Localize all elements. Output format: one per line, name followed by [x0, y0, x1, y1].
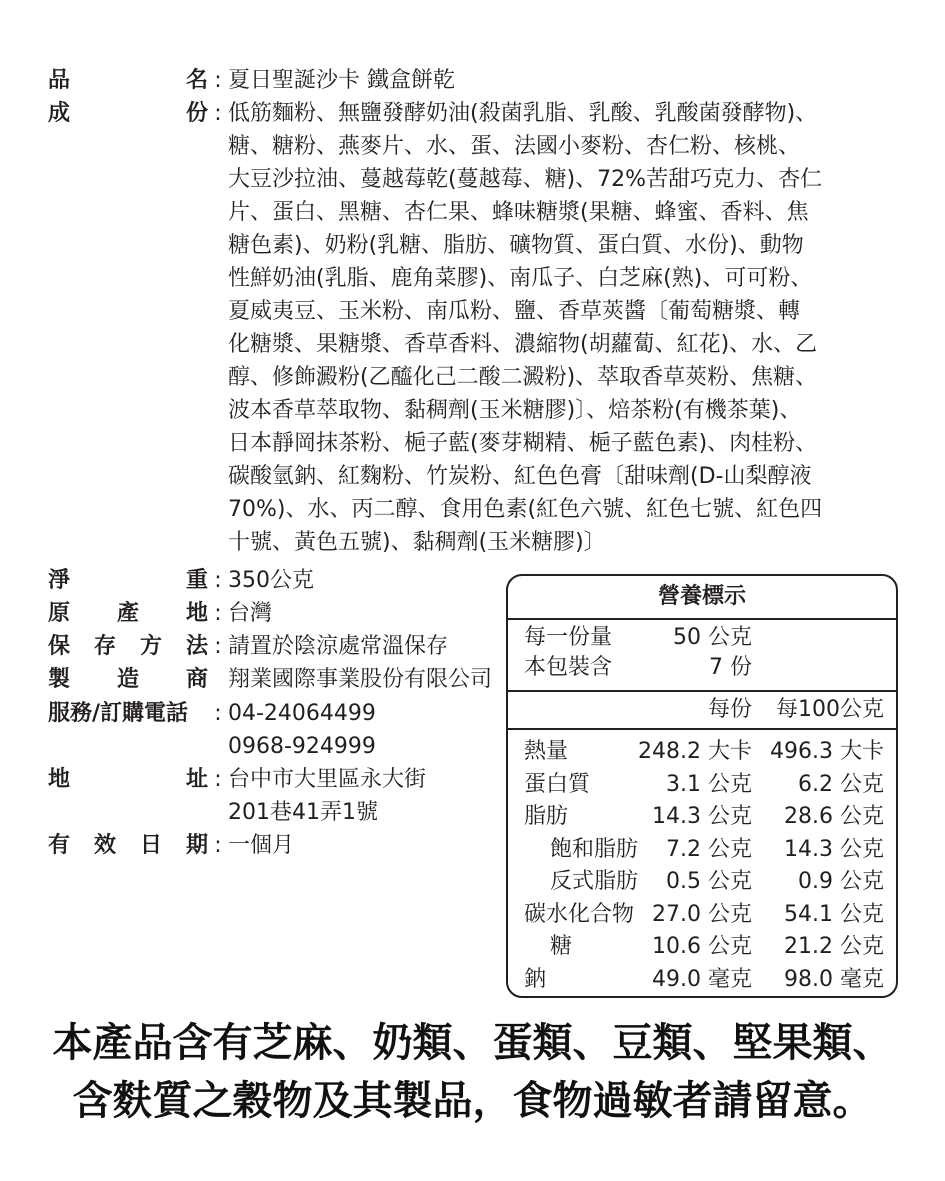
nutrient-per-serving: 49.0 毫克	[652, 966, 752, 992]
storage-label: 保 存 方 法	[48, 634, 208, 659]
nutrient-per-100g: 14.3 公克	[784, 836, 884, 862]
product-name-label: 品 名	[48, 68, 208, 93]
divider	[508, 618, 896, 620]
nutrient-per-serving: 7.2 公克	[666, 836, 752, 862]
address-line-2: 201巷41弄1號	[228, 800, 378, 825]
nutrient-per-serving: 3.1 公克	[666, 771, 752, 797]
nutrient-per-100g: 0.9 公克	[798, 869, 884, 894]
manufacturer-value: 翔業國際事業股份有限公司	[228, 667, 493, 692]
allergen-warning	[0, 1014, 945, 1130]
ingredients-line: 碳酸氫鈉、紅麴粉、竹炭粉、紅色色膏〔甜味劑(D-山梨醇液	[228, 464, 812, 489]
nutrient-per-serving: 0.5 公克	[666, 869, 752, 894]
nutrient-name: 反式脂肪	[550, 869, 639, 894]
ingredients-row: 成 份 : 低筋麵粉、無鹽發酵奶油(殺菌乳脂、乳酸、乳酸菌發酵物)、 糖、糖粉、燕麥片、水、蛋、法國小麥粉、杏仁粉、核桃、 大豆沙拉油、蔓越莓乾(蔓越莓、糖)、72%苦甜巧克力、杏仁 片、蛋白、黑糖、杏仁果、蜂味糖漿(果糖、蜂蜜、香料、焦 糖色素)、奶粉(乳糖、脂肪、礦物質、蛋白質、水份)、動物 性鮮奶油(乳脂、鹿角菜膠)、南瓜子、白芝麻(熟)、可可粉、 夏威夷豆、玉米粉、南瓜粉、鹽、香草莢醬〔葡萄糖漿、轉 化糖漿、果糖漿、香草香料、濃縮物(胡蘿蔔、紅花)、水、乙 醇、修飾澱粉(乙醯化己二酸二澱粉)、萃取香草莢粉、焦糖、 波本香草萃取物、黏稠劑(玉米糖膠)〕、焙茶粉(有機茶葉)、 日本靜岡抹茶粉、梔子藍(麥芽糊精、梔子藍色素)、肉桂粉、 碳酸氫鈉、紅麴粉、竹炭粉、紅色色膏〔甜味劑(D-山梨醇液 70%)、水、丙二醇、食用色素(紅色六號、紅色七號、紅色四 十號、黃色五號)、黏稠劑(玉米糖膠)〕	[48, 97, 903, 559]
servings-label: 本包裝含	[524, 655, 613, 680]
origin-label: 原 產 地	[48, 601, 208, 626]
ingredients-line: 夏威夷豆、玉米粉、南瓜粉、鹽、香草莢醬〔葡萄糖漿、轉	[228, 299, 801, 324]
ingredients-line: 糖色素)、奶粉(乳糖、脂肪、礦物質、蛋白質、水份)、動物	[228, 233, 804, 258]
product-name-value: 夏日聖誕沙卡 鐵盒餅乾	[228, 68, 455, 93]
nutrient-per-serving: 27.0 公克	[652, 901, 752, 927]
nutrient-name: 飽和脂肪	[550, 836, 639, 862]
ingredients-line: 低筋麵粉、無鹽發酵奶油(殺菌乳脂、乳酸、乳酸菌發酵物)、	[228, 101, 818, 126]
divider	[508, 690, 896, 692]
nutrition-title: 營養標示	[657, 584, 746, 609]
nutrient-name: 碳水化合物	[524, 901, 635, 927]
phone-value-1: 04-24064499	[228, 701, 376, 726]
nutrient-per-100g: 21.2 公克	[784, 934, 884, 959]
nutrient-per-100g: 496.3 大卡	[770, 739, 884, 764]
nutrient-name: 熱量	[524, 739, 569, 764]
ingredients-line: 片、蛋白、黑糖、杏仁果、蜂味糖漿(果糖、蜂蜜、香料、焦	[228, 200, 809, 225]
ingredients-line: 大豆沙拉油、蔓越莓乾(蔓越莓、糖)、72%苦甜巧克力、杏仁	[228, 167, 823, 192]
address-label: 地 址	[48, 767, 208, 792]
ingredients-line: 十號、黃色五號)、黏稠劑(玉米糖膠)〕	[228, 530, 606, 555]
ingredients-line: 化糖漿、果糖漿、香草香料、濃縮物(胡蘿蔔、紅花)、水、乙	[228, 332, 818, 357]
expiry-label: 有 效 日 期	[48, 833, 208, 858]
nutrient-name: 糖	[550, 934, 573, 959]
ingredients-line: 日本靜岡抹茶粉、梔子藍(麥芽糊精、梔子藍色素)、肉桂粉、	[228, 431, 818, 456]
nutrient-per-100g: 98.0 毫克	[784, 966, 884, 992]
address-line-1: 台中市大里區永大街	[228, 767, 427, 792]
col-header-per-serving: 每份	[707, 697, 752, 722]
nutrient-per-100g: 28.6 公克	[784, 804, 884, 829]
net-weight-value: 350公克	[228, 568, 314, 593]
nutrient-name: 脂肪	[524, 804, 569, 829]
serving-size-value: 50 公克	[673, 625, 752, 650]
ingredients-line: 糖、糖粉、燕麥片、水、蛋、法國小麥粉、杏仁粉、核桃、	[228, 134, 801, 159]
nutrient-per-100g: 6.2 公克	[798, 771, 884, 797]
nutrition-facts-panel	[506, 574, 898, 998]
storage-value: 請置於陰涼處常溫保存	[228, 634, 449, 659]
origin-value: 台灣	[228, 601, 273, 626]
allergen-line-1: 本產品含有芝麻、奶類、蛋類、豆類、堅果類、	[52, 1020, 893, 1066]
ingredients-label: 成 份	[48, 101, 208, 126]
phone-value-2: 0968-924999	[228, 734, 376, 759]
nutrient-per-serving: 14.3 公克	[652, 804, 752, 829]
manufacturer-label: 製 造 商	[48, 667, 208, 692]
nutrient-name: 鈉	[524, 966, 547, 992]
address-row: 地 址 : 台中市大里區永大街 201巷41弄1號	[48, 763, 508, 829]
servings-value: 7 份	[709, 655, 752, 680]
net-weight-label: 淨 重	[48, 568, 208, 593]
nutrient-per-serving: 10.6 公克	[652, 934, 752, 959]
nutrient-name: 蛋白質	[524, 771, 591, 797]
phone-label: 服務/訂購電話	[48, 701, 189, 726]
nutrient-per-serving: 248.2 大卡	[638, 739, 752, 764]
ingredients-line: 醇、修飾澱粉(乙醯化己二酸二澱粉)、萃取香草莢粉、焦糖、	[228, 365, 818, 390]
phone-row: 服務/訂購電話 : 04-24064499 0968-924999	[48, 697, 508, 763]
expiry-value: 一個月	[228, 833, 295, 858]
ingredients-line: 性鮮奶油(乳脂、鹿角菜膠)、南瓜子、白芝麻(熟)、可可粉、	[228, 266, 813, 291]
serving-size-label: 每一份量	[524, 625, 613, 650]
nutrient-per-100g: 54.1 公克	[784, 901, 884, 927]
allergen-line-2: 含麩質之穀物及其製品，食物過敏者請留意。	[72, 1078, 873, 1124]
divider	[508, 728, 896, 730]
ingredients-line: 波本香草萃取物、黏稠劑(玉米糖膠)〕、焙茶粉(有機茶葉)、	[228, 398, 802, 423]
col-header-per-100g: 每100公克	[776, 697, 884, 722]
ingredients-line: 70%)、水、丙二醇、食用色素(紅色六號、紅色七號、紅色四	[228, 497, 823, 522]
